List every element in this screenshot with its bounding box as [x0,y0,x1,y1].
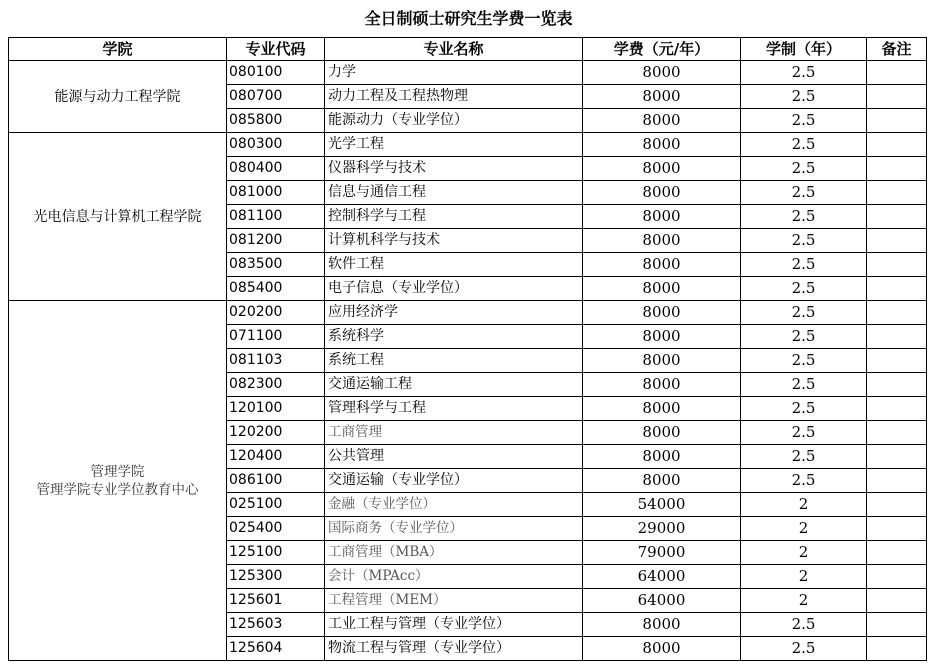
major-code-cell: 025400 [227,517,325,541]
fee-cell: 8000 [583,613,741,637]
note-cell [867,373,927,397]
fee-cell: 8000 [583,61,741,85]
fee-cell: 8000 [583,373,741,397]
note-cell [867,277,927,301]
years-cell: 2.5 [741,61,867,85]
major-code-cell: 080300 [227,133,325,157]
major-code-cell: 085800 [227,109,325,133]
years-cell: 2.5 [741,133,867,157]
fee-cell: 8000 [583,301,741,325]
college-cell [9,61,227,133]
fee-cell: 8000 [583,181,741,205]
header-row [9,38,927,61]
page-title: 全日制硕士研究生学费一览表 [364,9,573,28]
major-name-cell: 电子信息（专业学位） [325,277,583,301]
fee-cell: 8000 [583,325,741,349]
years-cell: 2.5 [741,397,867,421]
header-name: 专业名称 [325,38,583,61]
years-cell: 2.5 [741,637,867,661]
major-name-cell: 力学 [325,61,583,85]
note-cell [867,517,927,541]
note-cell [867,613,927,637]
fee-cell: 8000 [583,469,741,493]
fee-cell: 79000 [583,541,741,565]
major-code-cell: 120100 [227,397,325,421]
major-code-cell: 125604 [227,637,325,661]
note-cell [867,325,927,349]
major-code-cell: 081103 [227,349,325,373]
college-name: 能源与动力工程学院 [54,88,181,105]
years-cell: 2.5 [741,157,867,181]
fee-cell: 8000 [583,349,741,373]
major-name-cell: 交通运输工程 [325,373,583,397]
years-cell: 2 [741,517,867,541]
major-name-cell: 国际商务（专业学位） [325,517,583,541]
fee-cell: 8000 [583,637,741,661]
note-cell [867,565,927,589]
tuition-table [8,37,927,661]
note-cell [867,301,927,325]
major-code-cell: 080100 [227,61,325,85]
major-code-cell: 071100 [227,325,325,349]
note-cell [867,205,927,229]
years-cell: 2.5 [741,85,867,109]
major-code-cell: 125100 [227,541,325,565]
major-code-cell: 080400 [227,157,325,181]
college-name: 光电信息与计算机工程学院 [33,208,202,225]
major-code-cell: 080700 [227,85,325,109]
major-code-cell: 125300 [227,565,325,589]
note-cell [867,589,927,613]
fee-cell: 8000 [583,277,741,301]
major-name-cell: 金融（专业学位） [325,493,583,517]
note-cell [867,541,927,565]
years-cell: 2.5 [741,181,867,205]
header-years: 学制（年） [741,38,867,61]
major-name-cell: 光学工程 [325,133,583,157]
major-name-cell: 系统科学 [325,325,583,349]
years-cell: 2.5 [741,277,867,301]
major-name-cell: 会计（MPAcc） [325,565,583,589]
major-name-cell: 计算机科学与技术 [325,229,583,253]
major-name-cell: 应用经济学 [325,301,583,325]
major-name-cell: 物流工程与管理（专业学位） [325,637,583,661]
major-name-cell: 能源动力（专业学位） [325,109,583,133]
major-code-cell: 085400 [227,277,325,301]
major-code-cell: 081000 [227,181,325,205]
note-cell [867,157,927,181]
college-name: 管理学院 [90,463,145,480]
fee-cell: 54000 [583,493,741,517]
major-name-cell: 工商管理 [325,421,583,445]
table-row [9,133,927,157]
major-code-cell: 125601 [227,589,325,613]
header-code: 专业代码 [227,38,325,61]
note-cell [867,493,927,517]
major-code-cell: 020200 [227,301,325,325]
major-name-cell: 信息与通信工程 [325,181,583,205]
major-code-cell: 083500 [227,253,325,277]
fee-cell: 8000 [583,421,741,445]
years-cell: 2 [741,565,867,589]
note-cell [867,445,927,469]
major-code-cell: 025100 [227,493,325,517]
major-name-cell: 管理科学与工程 [325,397,583,421]
years-cell: 2.5 [741,613,867,637]
fee-cell: 64000 [583,565,741,589]
major-name-cell: 软件工程 [325,253,583,277]
years-cell: 2.5 [741,253,867,277]
major-name-cell: 仪器科学与技术 [325,157,583,181]
fee-cell: 8000 [583,85,741,109]
years-cell: 2.5 [741,205,867,229]
header-college: 学院 [9,38,227,61]
fee-cell: 8000 [583,133,741,157]
note-cell [867,421,927,445]
years-cell: 2.5 [741,349,867,373]
fee-cell: 8000 [583,253,741,277]
table-row [9,301,927,325]
major-name-cell: 公共管理 [325,445,583,469]
note-cell [867,181,927,205]
years-cell: 2.5 [741,373,867,397]
note-cell [867,109,927,133]
major-name-cell: 工业工程与管理（专业学位） [325,613,583,637]
fee-cell: 8000 [583,109,741,133]
fee-cell: 8000 [583,397,741,421]
major-code-cell: 120400 [227,445,325,469]
note-cell [867,61,927,85]
fee-cell: 8000 [583,157,741,181]
note-cell [867,469,927,493]
note-cell [867,133,927,157]
fee-cell: 8000 [583,229,741,253]
years-cell: 2.5 [741,325,867,349]
college-cell [9,301,227,661]
major-code-cell: 081200 [227,229,325,253]
years-cell: 2 [741,541,867,565]
college-cell [9,133,227,301]
table-row [9,61,927,85]
note-cell [867,229,927,253]
major-code-cell: 081100 [227,205,325,229]
years-cell: 2.5 [741,421,867,445]
major-name-cell: 控制科学与工程 [325,205,583,229]
major-code-cell: 082300 [227,373,325,397]
years-cell: 2.5 [741,469,867,493]
years-cell: 2.5 [741,109,867,133]
note-cell [867,397,927,421]
table-body [9,61,927,661]
college-name: 管理学院专业学位教育中心 [36,481,199,498]
note-cell [867,85,927,109]
note-cell [867,637,927,661]
major-code-cell: 125603 [227,613,325,637]
header-note: 备注 [867,38,927,61]
major-name-cell: 工程管理（MEM） [325,589,583,613]
major-name-cell: 工商管理（MBA） [325,541,583,565]
years-cell: 2 [741,493,867,517]
fee-cell: 64000 [583,589,741,613]
note-cell [867,349,927,373]
major-code-cell: 120200 [227,421,325,445]
years-cell: 2.5 [741,229,867,253]
major-name-cell: 动力工程及工程热物理 [325,85,583,109]
fee-cell: 8000 [583,205,741,229]
fee-cell: 8000 [583,445,741,469]
major-name-cell: 系统工程 [325,349,583,373]
years-cell: 2.5 [741,445,867,469]
note-cell [867,253,927,277]
major-name-cell: 交通运输（专业学位） [325,469,583,493]
fee-cell: 29000 [583,517,741,541]
major-code-cell: 086100 [227,469,325,493]
years-cell: 2.5 [741,301,867,325]
header-fee: 学费（元/年） [583,38,741,61]
years-cell: 2 [741,589,867,613]
